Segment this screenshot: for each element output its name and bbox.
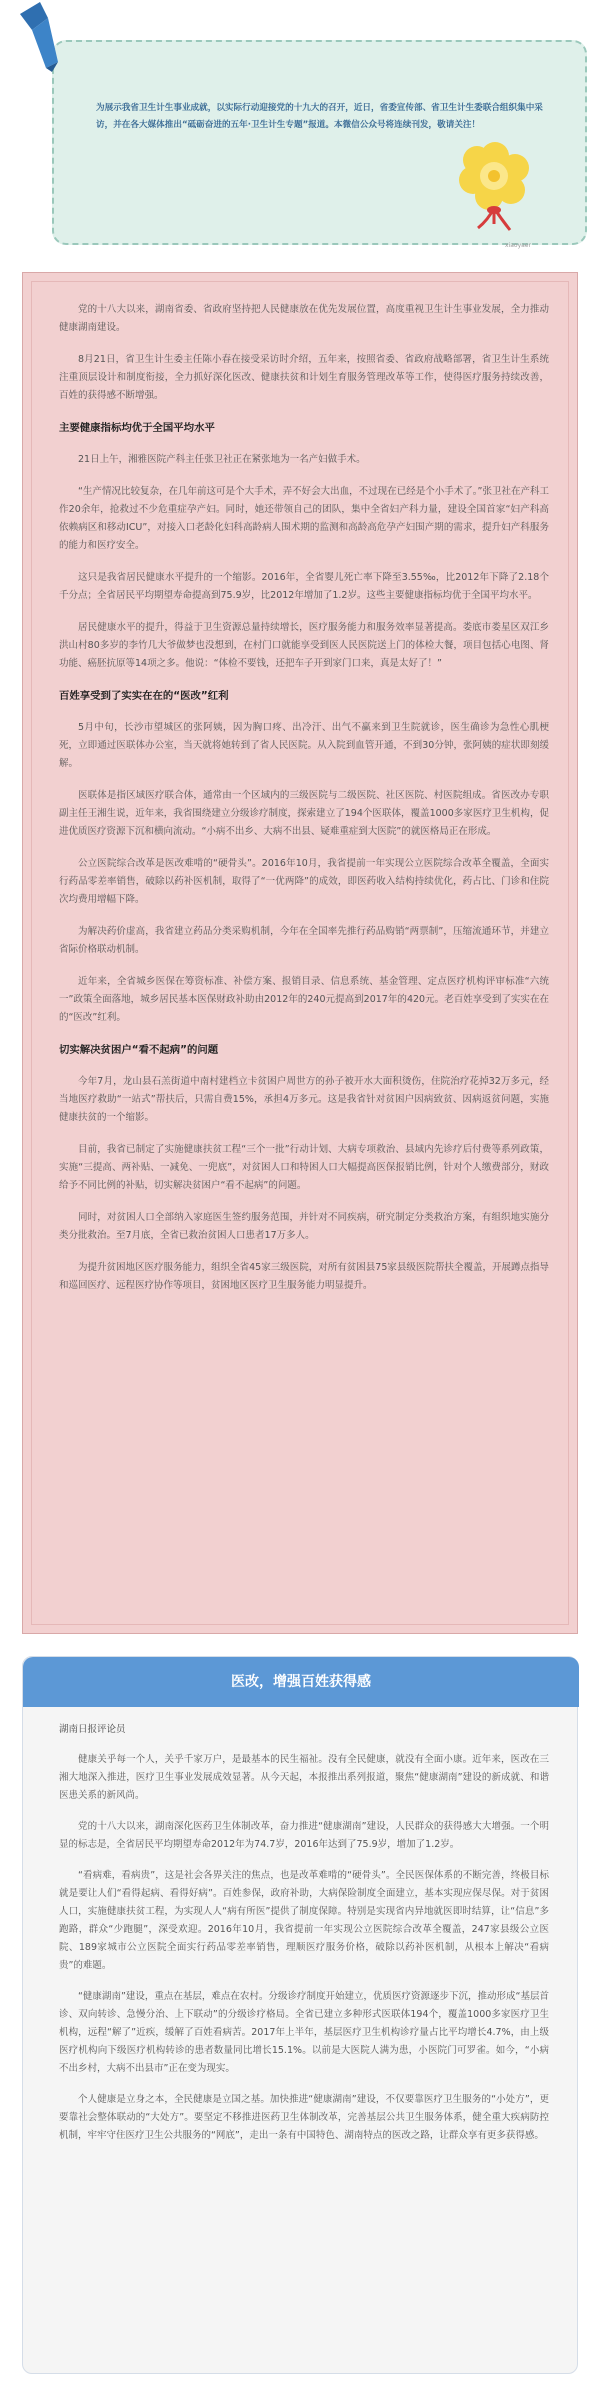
- article-paragraph: 为提升贫困地区医疗服务能力，组织全省45家三级医院，对所有贫困县75家县级医院帮扶全覆盖，开展蹲点指导和巡回医疗、远程医疗协作等项目，贫困地区医疗卫生服务能力明显提升。: [59, 1262, 549, 1291]
- article-paragraph: 目前，我省已制定了实施健康扶贫工程“三个一批”行动计划、大病专项救治、县域内先诊疗后付费等系列政策，实施“三提高、两补贴、一减免、一兜底”，对贫困人口和特困人口大幅提高医保报销比例，针对个人缴费部分，财政给予不同比例的补贴，切实解决贫困户“看不起病”的问题。: [59, 1144, 549, 1191]
- flower-icon: [440, 120, 550, 240]
- article2-header: 医改，增强百姓获得感: [23, 1657, 579, 1707]
- signature-text: xiaoyaer: [505, 242, 531, 249]
- article-paragraph: “生产情况比较复杂，在几年前这可是个大手术，弄不好会大出血，不过现在已经是个小手术了。”张卫社在产科工作20余年，抢救过不少危重症孕产妇。同时，她还带领自己的团队，集中全省妇产科力量，建设全国首家“妇产科高依赖病区和移动ICU”，对接入口老龄化妇科高龄病人围术期的监测和高龄高危孕产妇围产期的需求，提升妇产科服务的能力和医疗安全。: [59, 486, 549, 551]
- section-heading: 百姓享受到了实实在在的“医改”红利: [59, 690, 229, 702]
- article-paragraph: 同时，对贫困人口全部纳入家庭医生签约服务范围，并针对不同疾病，研究制定分类救治方案，有组织地实施分类分批救治。至7月底，全省已救治贫困人口患者17万多人。: [59, 1212, 549, 1241]
- article-paragraph: 为解决药价虚高，我省建立药品分类采购机制，今年在全国率先推行药品购销“两票制”，压缩流通环节，并建立省际价格联动机制。: [59, 926, 549, 955]
- article-paragraph: 个人健康是立身之本，全民健康是立国之基。加快推进“健康湖南”建设，不仅要靠医疗卫生服务的“小处方”，更要靠社会整体联动的“大处方”。要坚定不移推进医药卫生体制改革，完善基层公共卫生服务体系，健全重大疾病防控机制，牢牢守住医疗卫生公共服务的“网底”，走出一条有中国特色、湖南特点的医改之路，让群众享有更多获得感。: [59, 2094, 549, 2141]
- article-paragraph: 居民健康水平的提升，得益于卫生资源总量持续增长，医疗服务能力和服务效率显著提高。娄底市娄星区双江乡洪山村80多岁的李竹几大爷做梦也没想到，在村门口就能享受到医人民医院送上门的体检大餐，项目包括心电图、肾功能、癌胚抗原等14项之多。他说：“体检不要钱，还把车子开到家门口来，真是太好了！”: [59, 622, 549, 669]
- article-paragraph: 公立医院综合改革是医改难啃的“硬骨头”。2016年10月，我省提前一年实现公立医院综合改革全覆盖，全面实行药品零差率销售，破除以药补医机制，取得了“一优两降”的成效，即医药收入结构持续优化，药占比、门诊和住院次均费用增幅下降。: [59, 858, 549, 905]
- article-paragraph: 21日上午，湘雅医院产科主任张卫社正在紧张地为一名产妇做手术。: [78, 454, 366, 465]
- article1-block: [22, 272, 578, 1634]
- article-paragraph: 党的十八大以来，湖南省委、省政府坚持把人民健康放在优先发展位置，高度重视卫生计生事业发展，全力推动健康湖南建设。: [59, 304, 549, 333]
- article-paragraph: 健康关乎每一个人，关乎千家万户，是最基本的民生福祉。没有全民健康，就没有全面小康。近年来，医改在三湘大地深入推进，医疗卫生事业发展成效显著。从今天起，本报推出系列报道，聚焦“健康湖南”建设的新成就、和谐医患关系的新风尚。: [59, 1754, 549, 1801]
- article-paragraph: 医联体是指区域医疗联合体，通常由一个区域内的三级医院与二级医院、社区医院、村医院组成。省医改办专职副主任王湘生说，近年来，我省围绕建立分级诊疗制度，探索建立了194个医联体，覆盖1000多家医疗卫生机构，促进优质医疗资源下沉和横向流动。“小病不出乡、大病不出县、疑难重症到大医院”的就医格局正在形成。: [59, 790, 549, 837]
- pushpin-icon: [18, 0, 64, 72]
- article-paragraph: 8月21日，省卫生计生委主任陈小春在接受采访时介绍，五年来，按照省委、省政府战略部署，省卫生计生系统注重顶层设计和制度衔接，全力抓好深化医改、健康扶贫和计划生育服务管理改革等工作，使得医疗服务持续改善，百姓的获得感不断增强。: [59, 354, 549, 401]
- intro-text: 为展示我省卫生计生事业成就，以实际行动迎接党的十九大的召开，近日，省委宣传部、省卫生计生委联合组织集中采访，并在各大媒体推出“砥砺奋进的五年·卫生计生专题”报道。本微信公众号将连续刊发，敬请关注！: [96, 103, 543, 130]
- article2-source: 湖南日报评论员: [59, 1724, 126, 1735]
- article1-content: [59, 301, 549, 1309]
- section-heading: 切实解决贫困户“看不起病”的问题: [59, 1044, 219, 1056]
- article-paragraph: “健康湖南”建设，重点在基层，难点在农村。分级诊疗制度开始建立，优质医疗资源逐步下沉，推动形成“基层首诊、双向转诊、急慢分治、上下联动”的分级诊疗格局。全省已建立多种形式医联体194个，覆盖1000多家医疗卫生机构，远程“解了”近疾，缓解了百姓看病苦。2017年上半年，基层医疗卫生机构诊疗量占比平均增长4.7%，由上级医疗机构向下级医疗机构转诊的患者数量同比增长15.1%。以前是大医院人满为患，小医院门可罗雀。如今，“小病不出乡村，大病不出县市”正在变为现实。: [59, 1991, 549, 2074]
- article2-content: [59, 1721, 549, 2158]
- section-heading: 主要健康指标均优于全国平均水平: [59, 422, 215, 434]
- article-paragraph: 近年来，全省城乡医保在筹资标准、补偿方案、报销目录、信息系统、基金管理、定点医疗机构评审标准“六统一”政策全面落地，城乡居民基本医保财政补助由2012年的240元提高到2017年的420元。老百姓享受到了实实在在的“医改”红利。: [59, 976, 549, 1023]
- article-paragraph: 这只是我省居民健康水平提升的一个缩影。2016年，全省婴儿死亡率下降至3.55‰，比2012年下降了2.18个千分点；全省居民平均期望寿命提高到75.9岁，比2012年增加了1.2岁。这些主要健康指标均优于全国平均水平。: [59, 572, 549, 601]
- article2-block: [22, 1656, 578, 2374]
- article-paragraph: 5月中旬，长沙市望城区的张阿姨，因为胸口疼、出冷汗、出气不赢来到卫生院就诊，医生确诊为急性心肌梗死，立即通过医联体办公室，当天就将她转到了省人民医院。从入院到血管开通，不到30分钟，张阿姨的症状即刻缓解。: [59, 722, 549, 769]
- article-paragraph: 今年7月，龙山县石羔街道中南村建档立卡贫困户周世方的孙子被开水大面积烫伤，住院治疗花掉32万多元，经当地医疗救助“一站式”帮扶后，只需自费15%，承担4万多元。这是我省针对贫困户因病致贫、因病返贫问题，实施健康扶贫的一个缩影。: [59, 1076, 549, 1123]
- article-paragraph: 党的十八大以来，湖南深化医药卫生体制改革，奋力推进“健康湖南”建设，人民群众的获得感大大增强。一个明显的标志是，全省居民平均期望寿命2012年为74.7岁，2016年达到了75.9岁，增加了1.2岁。: [59, 1821, 549, 1850]
- article-paragraph: “看病难，看病贵”，这是社会各界关注的焦点，也是改革难啃的“硬骨头”。全民医保体系的不断完善，终极目标就是要让人们“看得起病、看得好病”。百姓参保，政府补助，大病保险制度全面建立，基本实现应保尽保。对于贫困人口，实施健康扶贫工程，为实现人人“病有所医”提供了制度保障。特别是实现省内异地就医即时结算，让“信息”多跑路，群众“少跑腿”，深受欢迎。2016年10月，我省提前一年实现公立医院综合改革全覆盖，247家县级公立医院、189家城市公立医院全面实行药品零差率销售，理顺医疗服务价格，破除以药补医机制，从根本上解决“看病贵”的难题。: [59, 1870, 549, 1971]
